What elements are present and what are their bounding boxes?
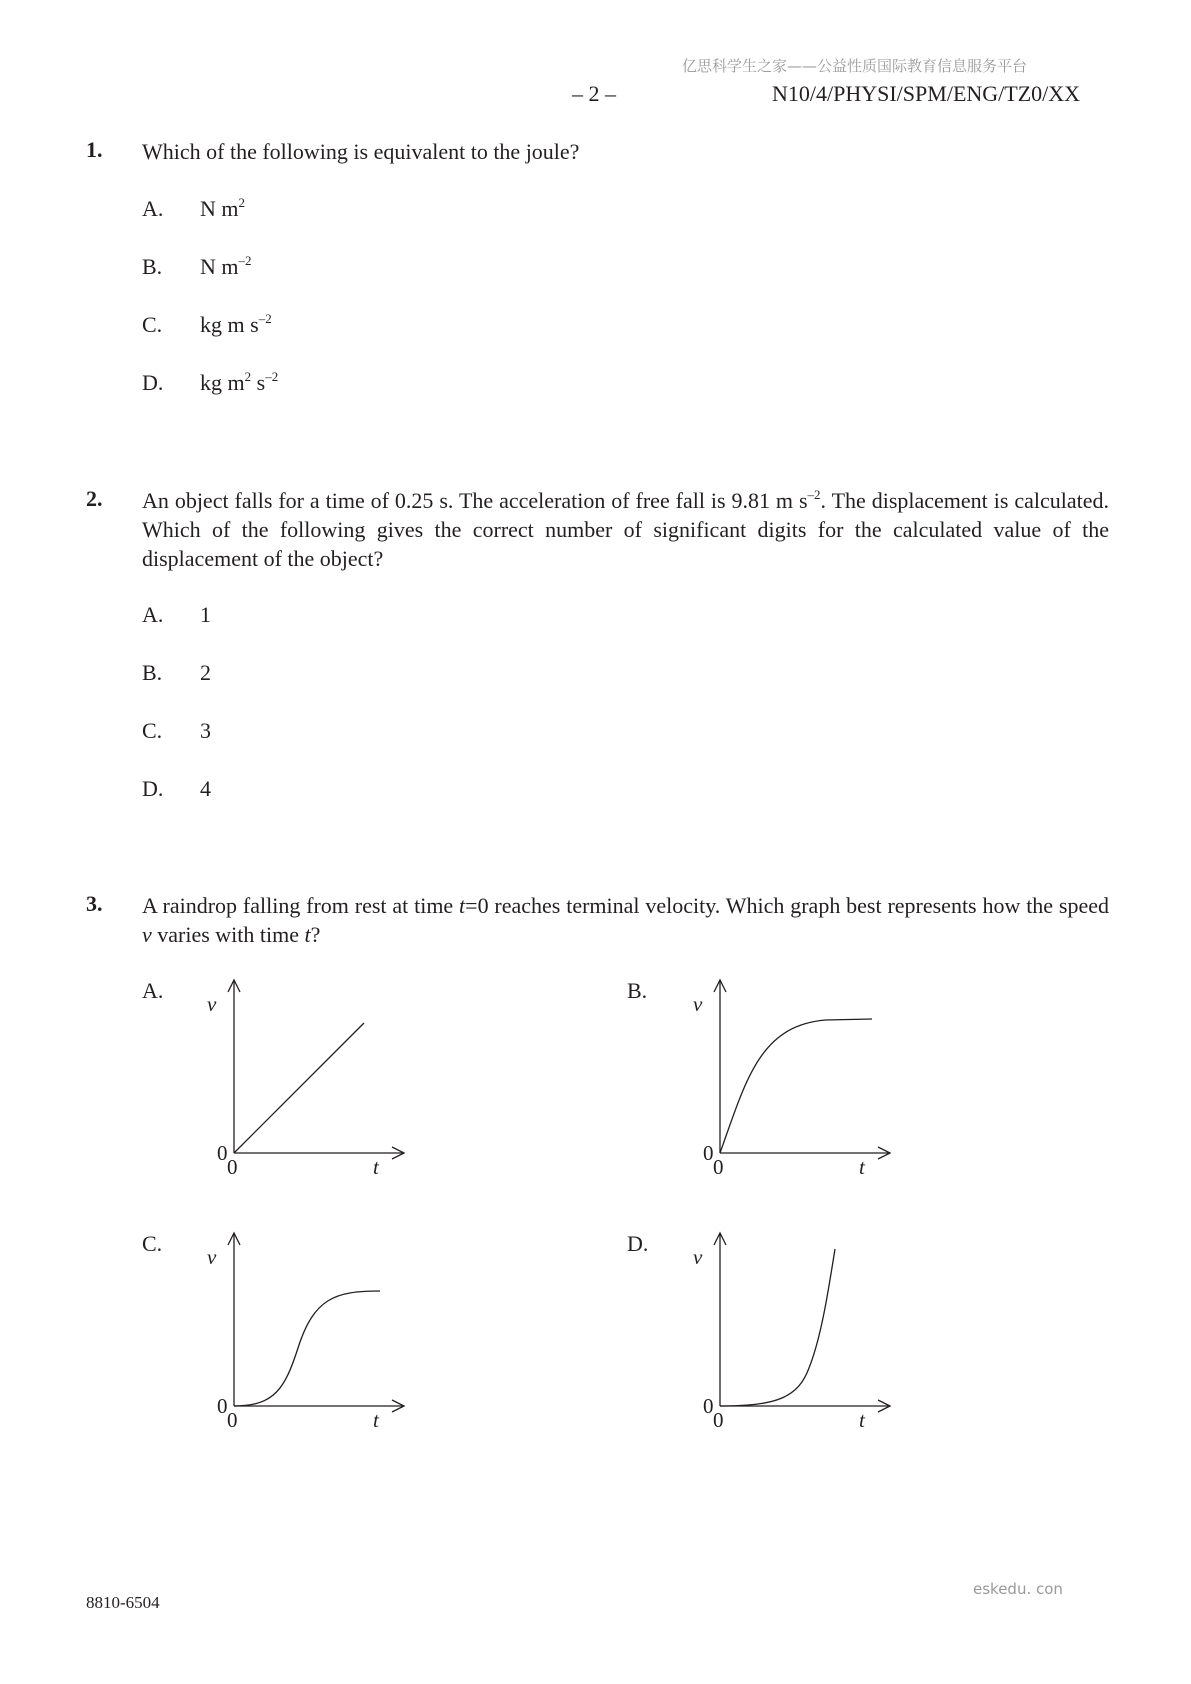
question-2-option-c bbox=[142, 718, 211, 744]
question-3-var-v: v bbox=[142, 922, 152, 947]
y-origin-label: 0 bbox=[217, 1394, 228, 1418]
option-exponent: –2 bbox=[265, 369, 279, 384]
graph-d-letter: D. bbox=[627, 1231, 649, 1256]
option-value: 1 bbox=[200, 602, 211, 627]
question-2-number: 2. bbox=[86, 486, 103, 511]
question-3-number: 3. bbox=[86, 891, 103, 916]
option-unit: N m bbox=[200, 196, 239, 221]
option-letter: A. bbox=[142, 602, 164, 627]
footer-code: 8810-6504 bbox=[86, 1593, 160, 1612]
graph-d-curve bbox=[720, 1249, 835, 1406]
y-axis-label: v bbox=[693, 1245, 703, 1269]
graph-b bbox=[676, 970, 906, 1190]
graph-b-curve bbox=[720, 1019, 872, 1153]
question-1-number: 1. bbox=[86, 137, 103, 162]
x-origin-label: 0 bbox=[227, 1408, 238, 1432]
y-axis-label: v bbox=[693, 992, 703, 1016]
y-axis-label: v bbox=[207, 992, 217, 1016]
question-3-text-c: varies with time bbox=[151, 922, 305, 947]
option-value: 4 bbox=[200, 776, 211, 801]
graph-a bbox=[190, 970, 420, 1190]
option-unit: s bbox=[251, 370, 266, 395]
y-origin-label: 0 bbox=[703, 1394, 714, 1418]
option-value: 3 bbox=[200, 718, 211, 743]
graph-a-curve bbox=[234, 1023, 364, 1153]
question-3-var-t: t bbox=[459, 893, 466, 918]
x-axis-label: t bbox=[859, 1408, 865, 1432]
option-exponent: 2 bbox=[238, 195, 245, 210]
y-origin-label: 0 bbox=[217, 1141, 228, 1165]
x-axis-label: t bbox=[373, 1155, 379, 1179]
option-letter: A. bbox=[142, 196, 164, 221]
question-3-var-t2: t bbox=[304, 922, 311, 947]
graph-c-letter: C. bbox=[142, 1231, 163, 1256]
paper-code: N10/4/PHYSI/SPM/ENG/TZ0/XX bbox=[772, 81, 1081, 106]
x-axis-label: t bbox=[373, 1408, 379, 1432]
option-exponent: –2 bbox=[238, 253, 252, 268]
option-unit: kg m s bbox=[200, 312, 259, 337]
question-2-text-part1: An object falls for a time of 0.25 s. The acceleration of free fall is 9.81 m s bbox=[142, 488, 808, 513]
page-number: – 2 – bbox=[572, 81, 616, 106]
graph-d bbox=[676, 1223, 906, 1443]
option-exponent: –2 bbox=[258, 311, 272, 326]
option-value: 2 bbox=[200, 660, 211, 685]
question-2-option-b bbox=[142, 660, 211, 686]
option-letter: B. bbox=[142, 254, 163, 279]
question-2-text bbox=[142, 486, 1109, 573]
option-letter: B. bbox=[142, 660, 163, 685]
question-1-option-a bbox=[142, 196, 245, 222]
graph-a-letter: A. bbox=[142, 978, 164, 1003]
question-2-option-a bbox=[142, 602, 211, 628]
question-1-option-b bbox=[142, 254, 252, 280]
option-letter: D. bbox=[142, 776, 164, 801]
watermark-top: 亿思科学生之家——公益性质国际教育信息服务平台 bbox=[682, 57, 1028, 75]
y-axis-label: v bbox=[207, 1245, 217, 1269]
option-exponent: 2 bbox=[244, 369, 252, 384]
question-3-text-a: A raindrop falling from rest at time bbox=[142, 893, 460, 918]
watermark-bottom: eskedu. con bbox=[973, 1580, 1063, 1598]
x-origin-label: 0 bbox=[713, 1408, 724, 1432]
option-letter: D. bbox=[142, 370, 164, 395]
option-unit: kg m bbox=[200, 370, 245, 395]
question-3-text bbox=[142, 891, 1109, 949]
option-unit: N m bbox=[200, 254, 239, 279]
question-2-text-exponent: –2 bbox=[807, 487, 821, 502]
question-2-text-part2: . The displacement is calculated. Which of the following gives the correct number of significant digits for the calculated value of the displacement of the object? bbox=[142, 488, 1109, 571]
y-origin-label: 0 bbox=[703, 1141, 714, 1165]
x-origin-label: 0 bbox=[713, 1155, 724, 1179]
question-1-option-d bbox=[142, 370, 278, 396]
question-1-text: Which of the following is equivalent to the joule? bbox=[142, 139, 580, 164]
graph-c bbox=[190, 1223, 420, 1443]
graph-b-letter: B. bbox=[627, 978, 648, 1003]
option-letter: C. bbox=[142, 312, 163, 337]
x-axis-label: t bbox=[859, 1155, 865, 1179]
option-letter: C. bbox=[142, 718, 163, 743]
question-1-option-c bbox=[142, 312, 272, 338]
question-3-text-d: ? bbox=[310, 922, 321, 947]
question-2-option-d bbox=[142, 776, 211, 802]
question-3-text-b: =0 reaches terminal velocity. Which graph best represents how the speed bbox=[465, 893, 1110, 918]
graph-c-curve bbox=[234, 1291, 380, 1406]
x-origin-label: 0 bbox=[227, 1155, 238, 1179]
